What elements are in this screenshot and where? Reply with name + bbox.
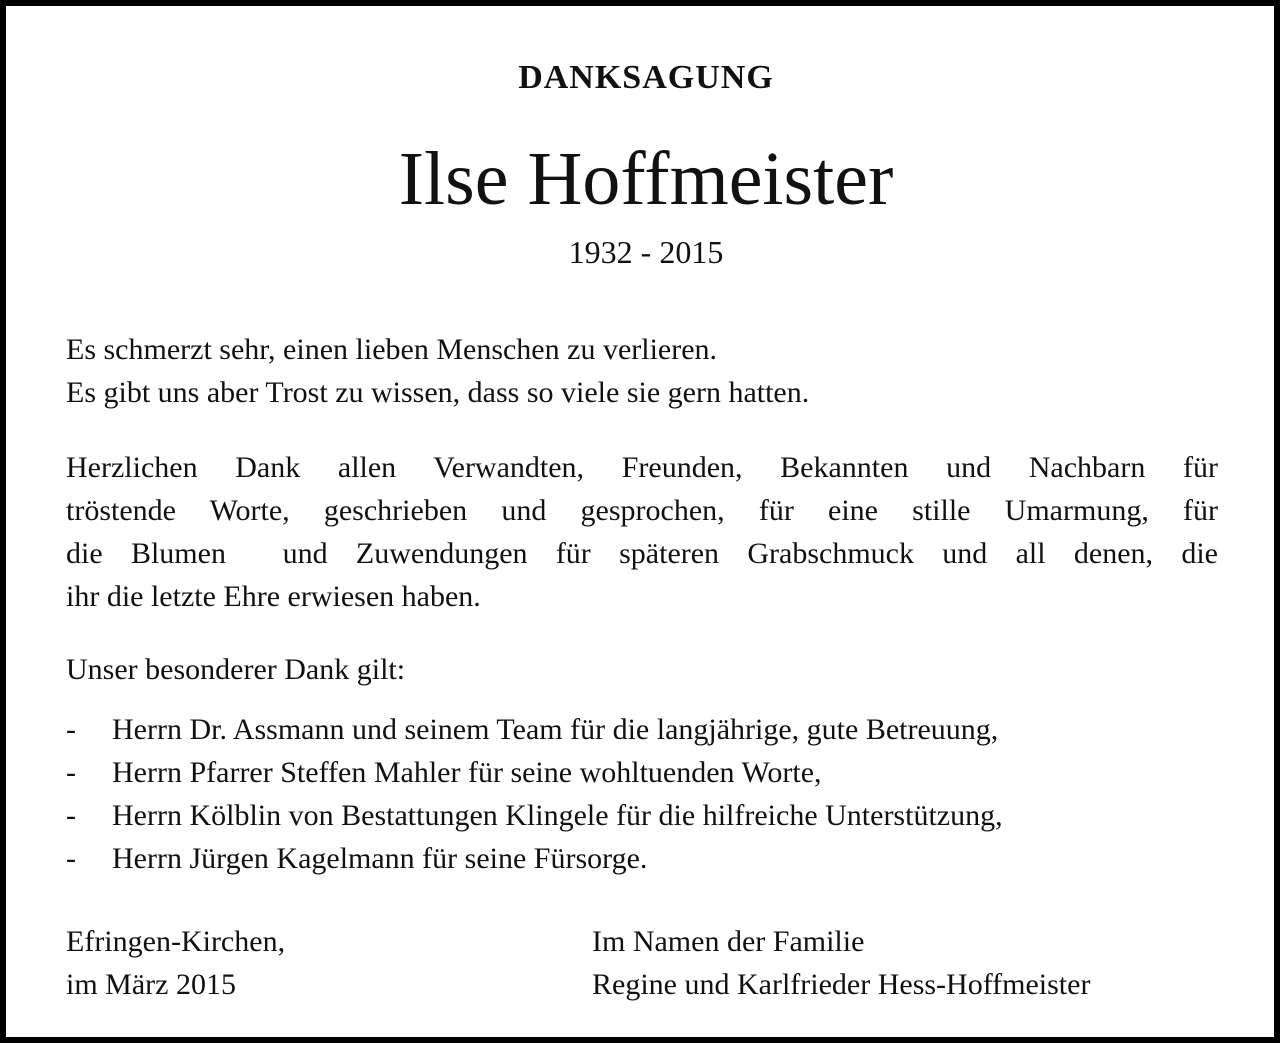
life-years: 1932 - 2015: [568, 234, 724, 270]
list-dash: -: [66, 799, 76, 832]
notice-heading: DANKSAGUNG: [518, 59, 774, 96]
list-item: [66, 794, 1236, 837]
special-thanks-list: [66, 708, 1236, 880]
thanks-line: Herzlichen Dank allen Verwandten, Freunden, Bekannten und Nachbarn für: [66, 451, 1218, 484]
list-dash: -: [66, 842, 76, 875]
date-line: im März 2015: [66, 968, 236, 1001]
list-dash: -: [66, 756, 76, 789]
list-dash: -: [66, 713, 76, 746]
thanks-line: die Blumen und Zuwendungen für späteren Grabschmuck und all denen, die: [66, 537, 1218, 570]
family-signature: [592, 920, 1090, 1006]
list-item-text: Herrn Kölblin von Bestattungen Klingele für die hilfreiche Unterstützung,: [112, 799, 1003, 832]
intro-line: Es gibt uns aber Trost zu wissen, dass so viele sie gern hatten.: [66, 376, 810, 409]
intro-line: Es schmerzt sehr, einen lieben Menschen zu verlieren.: [66, 333, 718, 366]
list-item: [66, 708, 1236, 751]
signature-line: Im Namen der Familie: [592, 925, 865, 958]
signature-names: Regine und Karlfrieder Hess-Hoffmeister: [592, 968, 1091, 1001]
intro-paragraph: [66, 328, 1218, 414]
thanks-line: ihr die letzte Ehre erwiesen haben.: [66, 580, 481, 613]
place-date: [66, 920, 285, 1006]
thanks-line: tröstende Worte, geschrieben und gesprochen, für eine stille Umarmung, für: [66, 494, 1218, 527]
list-item-text: Herrn Pfarrer Steffen Mahler für seine wohltuenden Worte,: [112, 756, 822, 789]
deceased-name: Ilse Hoffmeister: [398, 137, 894, 221]
list-item: [66, 751, 1236, 794]
list-item: [66, 837, 1236, 880]
list-item-text: Herrn Dr. Assmann und seinem Team für die langjährige, gute Betreuung,: [112, 713, 999, 746]
special-thanks-intro: [66, 648, 1218, 691]
special-thanks-intro-text: Unser besonderer Dank gilt:: [66, 653, 406, 686]
thanks-paragraph: [66, 446, 1218, 618]
place-line: Efringen-Kirchen,: [66, 925, 286, 958]
list-item-text: Herrn Jürgen Kagelmann für seine Fürsorge.: [112, 842, 648, 875]
